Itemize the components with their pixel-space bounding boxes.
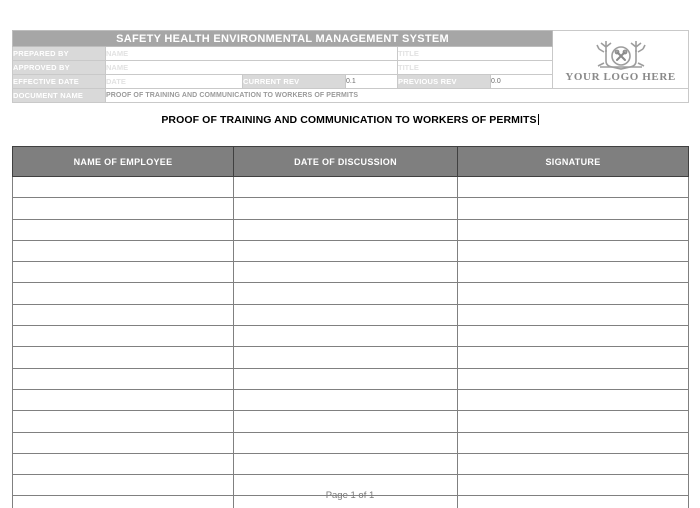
table-cell[interactable] <box>458 389 689 410</box>
table-row <box>13 453 689 474</box>
document-header-block <box>12 30 688 103</box>
table-cell[interactable] <box>458 198 689 219</box>
table-cell[interactable] <box>234 219 458 240</box>
table-cell[interactable] <box>13 177 234 198</box>
table-cell[interactable] <box>13 368 234 389</box>
table-cell[interactable] <box>234 389 458 410</box>
table-cell[interactable] <box>458 283 689 304</box>
approved-by-label: APPROVED BY <box>13 61 106 75</box>
table-row <box>13 283 689 304</box>
table-cell[interactable] <box>234 240 458 261</box>
text-cursor <box>538 114 539 125</box>
previous-rev-label: PREVIOUS REV <box>398 75 491 89</box>
table-cell[interactable] <box>13 432 234 453</box>
table-row <box>13 304 689 325</box>
document-name-value[interactable]: PROOF OF TRAINING AND COMMUNICATION TO WORKERS OF PERMITS <box>106 89 689 103</box>
table-cell[interactable] <box>13 240 234 261</box>
page-title-row <box>0 114 700 126</box>
logo-text: YOUR LOGO HERE <box>565 71 676 83</box>
table-cell[interactable] <box>458 326 689 347</box>
table-row <box>13 262 689 283</box>
current-rev-label: CURRENT REV <box>243 75 346 89</box>
table-cell[interactable] <box>234 326 458 347</box>
prepared-by-label: PREPARED BY <box>13 47 106 61</box>
table-header-row <box>13 147 689 177</box>
column-header-signature: SIGNATURE <box>458 147 689 177</box>
table-cell[interactable] <box>458 177 689 198</box>
table-cell[interactable] <box>458 240 689 261</box>
table-cell[interactable] <box>458 304 689 325</box>
table-cell[interactable] <box>234 262 458 283</box>
document-name-label: DOCUMENT NAME <box>13 89 106 103</box>
logo-wrap <box>553 34 688 86</box>
table-cell[interactable] <box>234 368 458 389</box>
table-cell[interactable] <box>458 411 689 432</box>
table-cell[interactable] <box>13 347 234 368</box>
table-cell[interactable] <box>458 262 689 283</box>
table-cell[interactable] <box>13 283 234 304</box>
table-row <box>13 432 689 453</box>
table-row <box>13 177 689 198</box>
header-row-system-title <box>13 31 689 47</box>
table-row <box>13 411 689 432</box>
approved-by-name-field[interactable]: NAME <box>106 61 398 75</box>
prepared-by-title-field[interactable]: TITLE <box>398 47 553 61</box>
system-title: SAFETY HEALTH ENVIRONMENTAL MANAGEMENT SYSTEM <box>13 31 553 47</box>
table-cell[interactable] <box>13 304 234 325</box>
table-cell[interactable] <box>13 453 234 474</box>
table-row <box>13 389 689 410</box>
table-cell[interactable] <box>234 198 458 219</box>
page-title: PROOF OF TRAINING AND COMMUNICATION TO WORKERS OF PERMITS <box>161 114 537 126</box>
table-body <box>13 177 689 508</box>
table-cell[interactable] <box>458 432 689 453</box>
table-cell[interactable] <box>458 368 689 389</box>
crossed-tools-emblem-icon <box>590 37 652 73</box>
table-cell[interactable] <box>13 411 234 432</box>
table-cell[interactable] <box>234 283 458 304</box>
table-row <box>13 347 689 368</box>
table-cell[interactable] <box>13 389 234 410</box>
page-footer: Page 1 of 1 <box>325 490 375 501</box>
table-cell[interactable] <box>234 177 458 198</box>
header-info-table <box>12 30 689 103</box>
approved-by-title-field[interactable]: TITLE <box>398 61 553 75</box>
table-cell[interactable] <box>234 304 458 325</box>
table-row <box>13 219 689 240</box>
table-row <box>13 240 689 261</box>
table-cell[interactable] <box>13 219 234 240</box>
prepared-by-name-field[interactable]: NAME <box>106 47 398 61</box>
table-row <box>13 326 689 347</box>
column-header-date-of-discussion: DATE OF DISCUSSION <box>234 147 458 177</box>
effective-date-field[interactable]: DATE <box>106 75 243 89</box>
training-signature-table <box>12 146 689 508</box>
table-cell[interactable] <box>234 347 458 368</box>
table-row <box>13 198 689 219</box>
table-cell[interactable] <box>234 432 458 453</box>
table-cell[interactable] <box>13 198 234 219</box>
header-row-document-name <box>13 89 689 103</box>
table-row <box>13 368 689 389</box>
current-rev-value[interactable]: 0.1 <box>346 75 398 89</box>
table-cell[interactable] <box>13 326 234 347</box>
column-header-name-of-employee: NAME OF EMPLOYEE <box>13 147 234 177</box>
table-cell[interactable] <box>458 219 689 240</box>
table-cell[interactable] <box>234 453 458 474</box>
logo-cell <box>553 31 689 89</box>
table-head <box>13 147 689 177</box>
table-cell[interactable] <box>234 411 458 432</box>
table-cell[interactable] <box>458 453 689 474</box>
previous-rev-value[interactable]: 0.0 <box>491 75 553 89</box>
table-cell[interactable] <box>13 262 234 283</box>
effective-date-label: EFFECTIVE DATE <box>13 75 106 89</box>
table-cell[interactable] <box>458 347 689 368</box>
